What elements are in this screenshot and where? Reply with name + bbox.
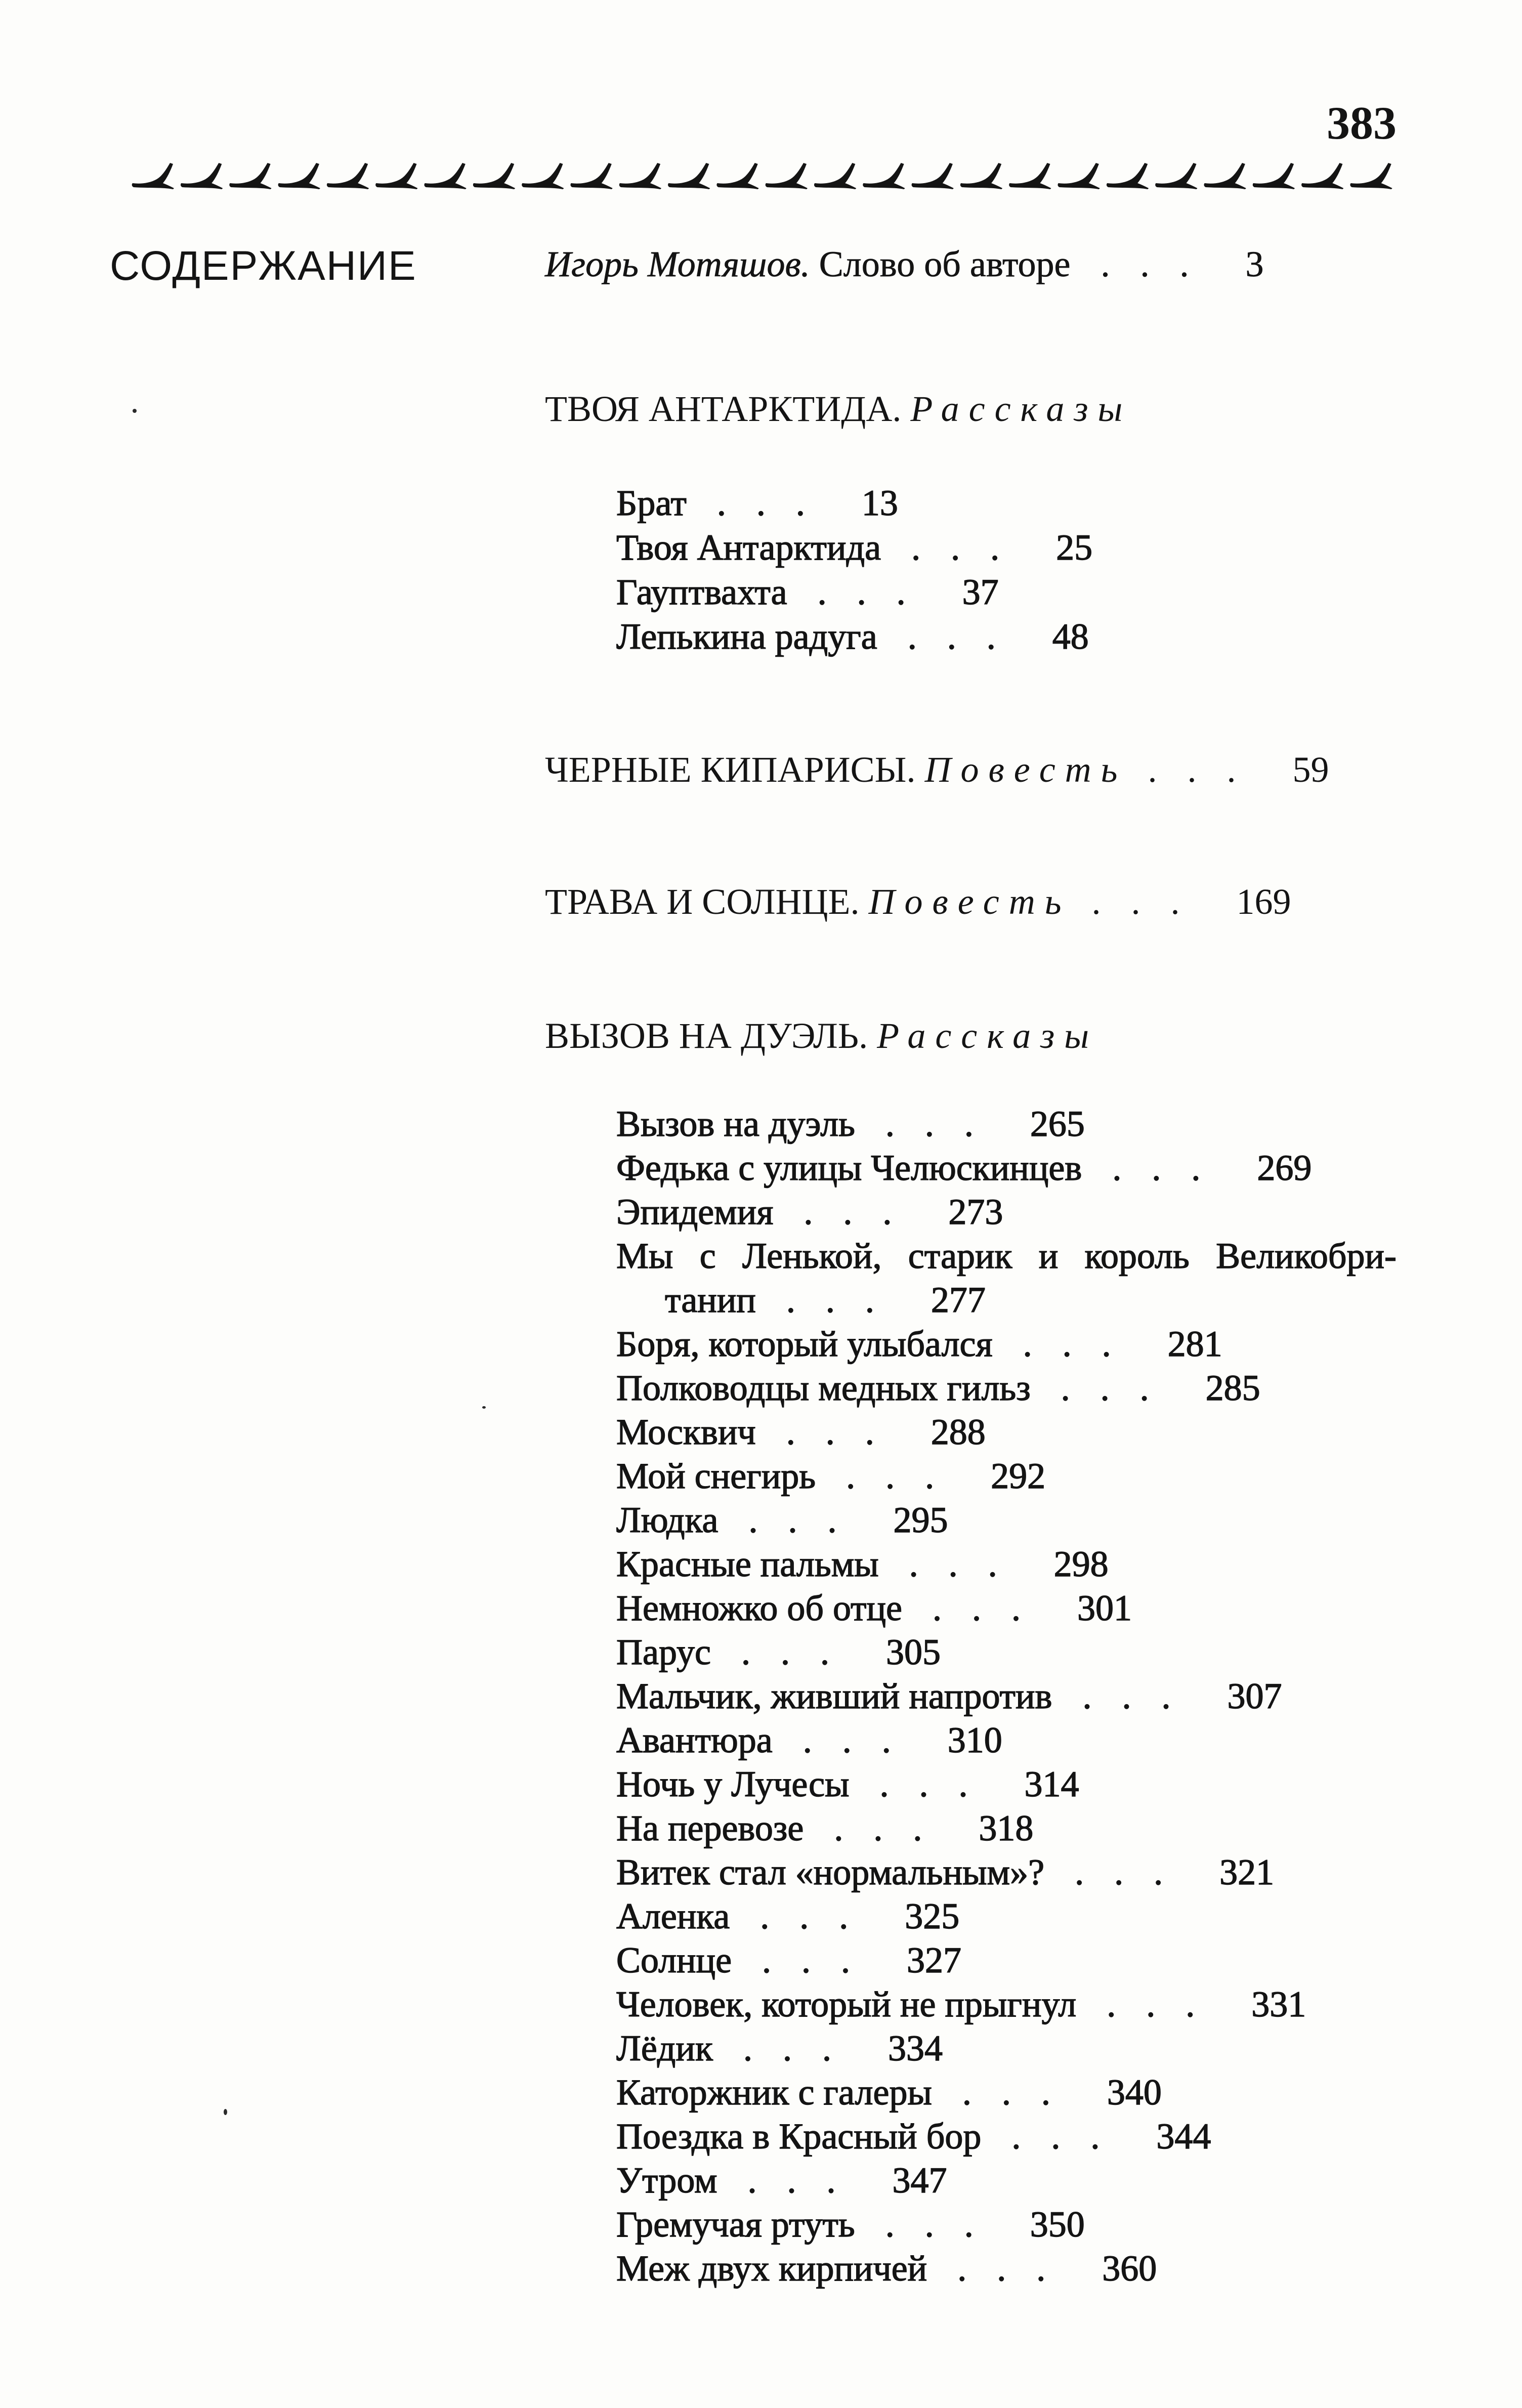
scan-speck: [482, 1406, 486, 1409]
toc-entry: [616, 525, 1092, 570]
entry-title: Аленка: [616, 1896, 730, 1936]
toc-entry: [616, 1322, 1222, 1366]
entry-page-number: 347: [892, 2160, 947, 2201]
dot-leader: . . .: [1082, 1676, 1171, 1716]
dot-leader: . . .: [802, 1720, 891, 1760]
entry-page-number: 327: [907, 1940, 962, 1980]
bird-ornament-icon: [1253, 163, 1295, 189]
bird-ornament-icon: [327, 163, 369, 189]
dot-leader: . . .: [909, 1544, 997, 1584]
entry-title: На перевозе: [616, 1808, 804, 1848]
section-heading: [545, 879, 1291, 924]
entry-title: Красные пальмы: [616, 1544, 879, 1584]
dot-leader: . . .: [957, 2248, 1046, 2289]
toc-entry: [616, 1410, 986, 1454]
scan-speck: [224, 2109, 227, 2115]
toc-entry: [616, 1982, 1306, 2026]
entry-title: Мальчик, живший напротив: [616, 1676, 1052, 1716]
entry-title: Гремучая ртуть: [616, 2204, 855, 2245]
dot-leader: . . .: [1075, 1852, 1163, 1892]
entry-page-number: 314: [1024, 1764, 1079, 1804]
dot-leader: . . .: [741, 1632, 829, 1672]
toc-entry: [616, 1102, 1085, 1146]
entry-page-number: 331: [1251, 1984, 1306, 2024]
dot-leader: . . .: [1011, 2116, 1100, 2157]
bird-ornament-icon: [668, 163, 710, 189]
entry-title: Мой снегирь: [616, 1456, 816, 1496]
page-number: 383: [1327, 97, 1397, 149]
toc-entry: [616, 2026, 943, 2071]
entry-page-number: 307: [1227, 1676, 1282, 1716]
entry-page-number: 292: [991, 1456, 1046, 1496]
section-title: ТРАВА И СОЛНЦЕ.: [545, 881, 860, 922]
entry-page-number: 281: [1167, 1324, 1222, 1364]
entry-page-number: 305: [885, 1632, 941, 1672]
bird-ornament-icon: [766, 163, 808, 189]
toc-entry: [616, 2070, 1162, 2115]
section-title: ТВОЯ АНТАРКТИДА.: [545, 389, 902, 429]
toc-entry: [616, 1454, 1045, 1498]
dot-leader: . . .: [1091, 881, 1180, 922]
toc-entry: [616, 2202, 1085, 2247]
dot-leader: . . .: [747, 2160, 836, 2201]
entry-title: Лепькина радуга: [616, 616, 877, 657]
dot-leader: . . .: [804, 1192, 892, 1232]
toc-entry: [616, 1190, 1003, 1234]
toc-entry: [616, 1366, 1260, 1410]
toc-entry: [616, 1630, 941, 1674]
section-title: ЧЕРНЫЕ КИПАРИСЫ.: [545, 749, 916, 790]
entry-title: Брат: [616, 483, 687, 523]
entry-page-number: 340: [1107, 2072, 1162, 2113]
dot-leader: . . .: [932, 1588, 1021, 1628]
entry-page-number: 360: [1102, 2248, 1157, 2289]
entry-title: Утром: [616, 2160, 717, 2201]
bird-ornament-icon: [473, 163, 515, 189]
entry-title: Меж двух кирпичей: [616, 2248, 927, 2289]
entry-title: Ночь у Лучесы: [616, 1764, 850, 1804]
entry-title: Твоя Антарктида: [616, 527, 881, 568]
bird-ornament-icon: [522, 163, 564, 189]
section-heading: [545, 387, 1132, 431]
entry-page-number: 285: [1205, 1368, 1260, 1408]
entry-title: Слово об авторе: [819, 244, 1071, 284]
entry-page-number: 295: [893, 1500, 948, 1540]
entry-page-number: 310: [947, 1720, 1002, 1760]
bird-ornament-icon: [570, 163, 612, 189]
entry-page-number: 273: [948, 1192, 1003, 1232]
bird-ornament-icon: [278, 163, 320, 189]
dot-leader: . . .: [1112, 1148, 1201, 1188]
toc-entry: [616, 1542, 1109, 1586]
toc-entry: [616, 1850, 1274, 1894]
dot-leader: . . .: [786, 1280, 874, 1320]
dot-leader: . . .: [1023, 1324, 1111, 1364]
bird-ornament-icon: [1155, 163, 1197, 189]
bird-ornament-icon: [424, 163, 466, 189]
bird-ornament-icon: [132, 163, 174, 189]
toc-entry: [616, 1806, 1033, 1850]
section-genre: Повесть: [868, 881, 1071, 922]
bird-ornament-icon: [716, 163, 758, 189]
scan-speck: [133, 409, 137, 413]
entry-title: Федька с улицы Челюскинцев: [616, 1148, 1082, 1188]
bird-ornament-icon: [863, 163, 905, 189]
entry-page-number: 288: [931, 1412, 986, 1452]
bird-ornament-icon: [1058, 163, 1100, 189]
dot-leader: . . .: [879, 1764, 968, 1804]
entry-title: Гауптвахта: [616, 572, 787, 612]
toc-entry: [616, 1146, 1312, 1190]
entry-page-number: 301: [1077, 1588, 1132, 1628]
entry-title: Парус: [616, 1632, 711, 1672]
bird-ornament-icon: [181, 163, 223, 189]
toc-entry: [616, 614, 1089, 659]
bird-ornament-icon: [1301, 163, 1343, 189]
section-genre: Рассказы: [910, 389, 1132, 429]
entry-title: Вызов на дуэль: [616, 1104, 855, 1144]
toc-entry: [616, 1498, 948, 1542]
entry-title: Авантюра: [616, 1720, 773, 1760]
section-heading: [545, 747, 1329, 792]
bird-ornament-icon: [814, 163, 856, 189]
toc-entry: [616, 481, 898, 525]
dot-leader: . . .: [786, 1412, 874, 1452]
entry-page-number: 298: [1053, 1544, 1109, 1584]
dot-leader: . . .: [1107, 1984, 1195, 2024]
dot-leader: . . .: [716, 483, 805, 523]
dot-leader: . . .: [762, 1940, 851, 1980]
dot-leader: . . .: [1148, 749, 1236, 790]
bird-ornament-icon: [619, 163, 661, 189]
dot-leader: . . .: [962, 2072, 1050, 2113]
entry-title: Людка: [616, 1500, 718, 1540]
dot-leader: . . .: [817, 572, 906, 612]
toc-entry: [616, 1586, 1132, 1630]
toc-intro-entry: [545, 242, 1264, 286]
entry-title: Поездка в Красный бор: [616, 2116, 982, 2157]
dot-leader: . . .: [846, 1456, 935, 1496]
entry-title: Витек стал «нормальным»?: [616, 1852, 1045, 1892]
entry-title: Боря, который улыбался: [616, 1324, 993, 1364]
entry-title: Лёдик: [616, 2028, 713, 2068]
bird-ornament-icon: [1204, 163, 1246, 189]
dot-leader: . . .: [1061, 1368, 1149, 1408]
entry-page-number: 13: [861, 483, 898, 523]
entry-page-number: 334: [887, 2028, 943, 2068]
entry-page-number: 277: [931, 1280, 986, 1320]
toc-entry: [616, 1674, 1282, 1718]
dot-leader: . . .: [748, 1500, 837, 1540]
section-page-number: 59: [1292, 749, 1329, 790]
entry-page-number: 265: [1030, 1104, 1085, 1144]
entry-title: Москвич: [616, 1412, 756, 1452]
dot-leader: . . .: [885, 2204, 974, 2245]
toc-entry: [616, 2114, 1211, 2159]
bird-ornament-icon: [912, 163, 954, 189]
entry-page-number: 269: [1257, 1148, 1312, 1188]
toc-entry: [616, 1762, 1079, 1806]
bird-ornament-icon: [375, 163, 417, 189]
entry-title: Немножко об отце: [616, 1588, 902, 1628]
section-heading: [545, 1013, 1098, 1058]
dot-leader: . . .: [760, 1896, 849, 1936]
section-title: ВЫЗОВ НА ДУЭЛЬ.: [545, 1016, 868, 1056]
dot-leader: . . .: [1101, 244, 1189, 284]
entry-page-number: 3: [1245, 244, 1264, 284]
entry-author: Игорь Мотяшов.: [545, 244, 810, 284]
ornament-band: [130, 158, 1397, 194]
bird-ornament-icon: [229, 163, 271, 189]
dot-leader: . . .: [911, 527, 1000, 568]
entry-title: Солнце: [616, 1940, 732, 1980]
dot-leader: . . .: [907, 616, 996, 657]
toc-entry: [616, 570, 999, 614]
section-page-number: 169: [1236, 881, 1291, 922]
toc-entry: [616, 2158, 947, 2203]
entry-title-continuation: танип: [665, 1280, 756, 1320]
entry-page-number: 344: [1156, 2116, 1211, 2157]
dot-leader: . . .: [885, 1104, 974, 1144]
entry-page-number: 48: [1052, 616, 1089, 657]
section-genre: Рассказы: [877, 1016, 1098, 1056]
toc-entry-continuation: [665, 1278, 986, 1322]
dot-leader: . . .: [834, 1808, 922, 1848]
entry-title: Человек, который не прыгнул: [616, 1984, 1077, 2024]
entry-page-number: 321: [1219, 1852, 1275, 1892]
toc-entry-wrapped-title: Мы с Ленькой, старик и король Великобри-: [616, 1236, 1397, 1276]
bird-ornament-icon: [1009, 163, 1051, 189]
entry-title: Каторжник с галеры: [616, 2072, 932, 2113]
section-genre: Повесть: [924, 749, 1127, 790]
entry-page-number: 350: [1030, 2204, 1085, 2245]
entry-page-number: 325: [905, 1896, 960, 1936]
toc-entry: [616, 1938, 961, 1982]
bird-ornament-icon: [1350, 163, 1392, 189]
entry-page-number: 25: [1056, 527, 1093, 568]
entry-title: Полководцы медных гильз: [616, 1368, 1031, 1408]
toc-entry: [616, 2246, 1157, 2291]
toc-entry: [616, 1894, 959, 1938]
entry-page-number: 37: [962, 572, 999, 612]
bird-ornament-icon: [960, 163, 1002, 189]
dot-leader: . . .: [743, 2028, 831, 2068]
contents-heading: СОДЕРЖАНИЕ: [110, 243, 417, 289]
bird-ornament-icon: [1107, 163, 1149, 189]
entry-page-number: 318: [979, 1808, 1034, 1848]
toc-entry: [616, 1718, 1002, 1762]
entry-title: Эпидемия: [616, 1192, 774, 1232]
